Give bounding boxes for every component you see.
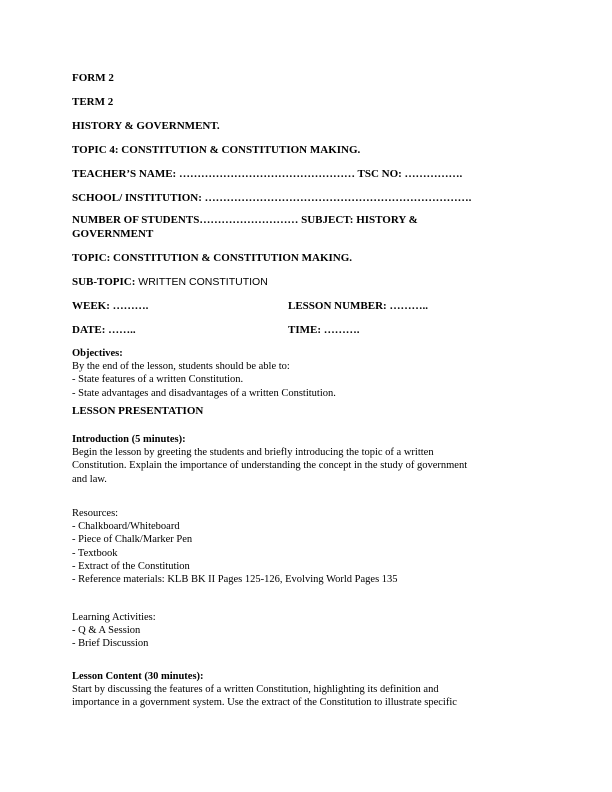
objectives-section	[72, 347, 540, 400]
resource-item: - Chalkboard/Whiteboard	[72, 521, 180, 533]
resources-heading: Resources:	[72, 508, 119, 519]
resource-item: - Textbook	[72, 547, 118, 559]
subtopic-value: WRITTEN CONSTITUTION	[135, 276, 268, 288]
introduction-line: Begin the lesson by greeting the students and briefly introducing the topic of a written	[72, 447, 434, 459]
teacher-line: TEACHER’S NAME: ………………………………………… TSC NO: …………….	[72, 168, 463, 180]
objective-item: - State advantages and disadvantages of a written Constitution.	[72, 387, 336, 399]
learning-activities-heading: Learning Activities:	[72, 612, 156, 623]
lesson-number-field: LESSON NUMBER: ………..	[288, 300, 428, 312]
resources-section	[72, 507, 540, 586]
lesson-content-line: importance in a government system. Use the extract of the Constitution to illustrate specific	[72, 697, 457, 709]
resource-item: - Extract of the Constitution	[72, 560, 190, 572]
introduction-line: and law.	[72, 473, 107, 485]
lesson-presentation-heading: LESSON PRESENTATION	[72, 405, 204, 417]
week-field: WEEK: ……….	[72, 300, 149, 312]
students-line-continued: GOVERNMENT	[72, 228, 154, 240]
date-field: DATE: ……..	[72, 324, 136, 336]
objectives-heading: Objectives:	[72, 348, 123, 359]
introduction-heading: Introduction (5 minutes):	[72, 434, 186, 445]
objective-item: - State features of a written Constitution.	[72, 374, 244, 386]
subtopic-label: SUB-TOPIC:	[72, 276, 136, 288]
introduction-section	[72, 433, 540, 486]
school-line: SCHOOL/ INSTITUTION: ……………………………………………………………….	[72, 192, 472, 204]
lesson-content-line: Start by discussing the features of a written Constitution, highlighting its definition and	[72, 684, 439, 696]
topic-line: TOPIC: CONSTITUTION & CONSTITUTION MAKING.	[72, 252, 353, 264]
topic-title: TOPIC 4: CONSTITUTION & CONSTITUTION MAKING.	[72, 144, 361, 156]
students-line: NUMBER OF STUDENTS……………………… SUBJECT: HISTORY &	[72, 214, 418, 226]
time-field: TIME: ……….	[288, 324, 360, 336]
activity-item: - Q & A Session	[72, 625, 141, 637]
learning-activities-section	[72, 611, 540, 651]
form-label: FORM 2	[72, 72, 114, 84]
resource-item: - Piece of Chalk/Marker Pen	[72, 534, 193, 546]
objectives-intro: By the end of the lesson, students should be able to:	[72, 361, 290, 373]
activity-item: - Brief Discussion	[72, 638, 149, 650]
term-label: TERM 2	[72, 96, 114, 108]
resource-item: - Reference materials: KLB BK II Pages 125-126, Evolving World Pages 135	[72, 574, 398, 586]
subtopic-line	[72, 276, 268, 288]
lesson-content-section	[72, 670, 540, 710]
introduction-line: Constitution. Explain the importance of understanding the concept in the study of government	[72, 460, 468, 472]
lesson-content-heading: Lesson Content (30 minutes):	[72, 671, 204, 682]
subject-title: HISTORY & GOVERNMENT.	[72, 120, 220, 132]
